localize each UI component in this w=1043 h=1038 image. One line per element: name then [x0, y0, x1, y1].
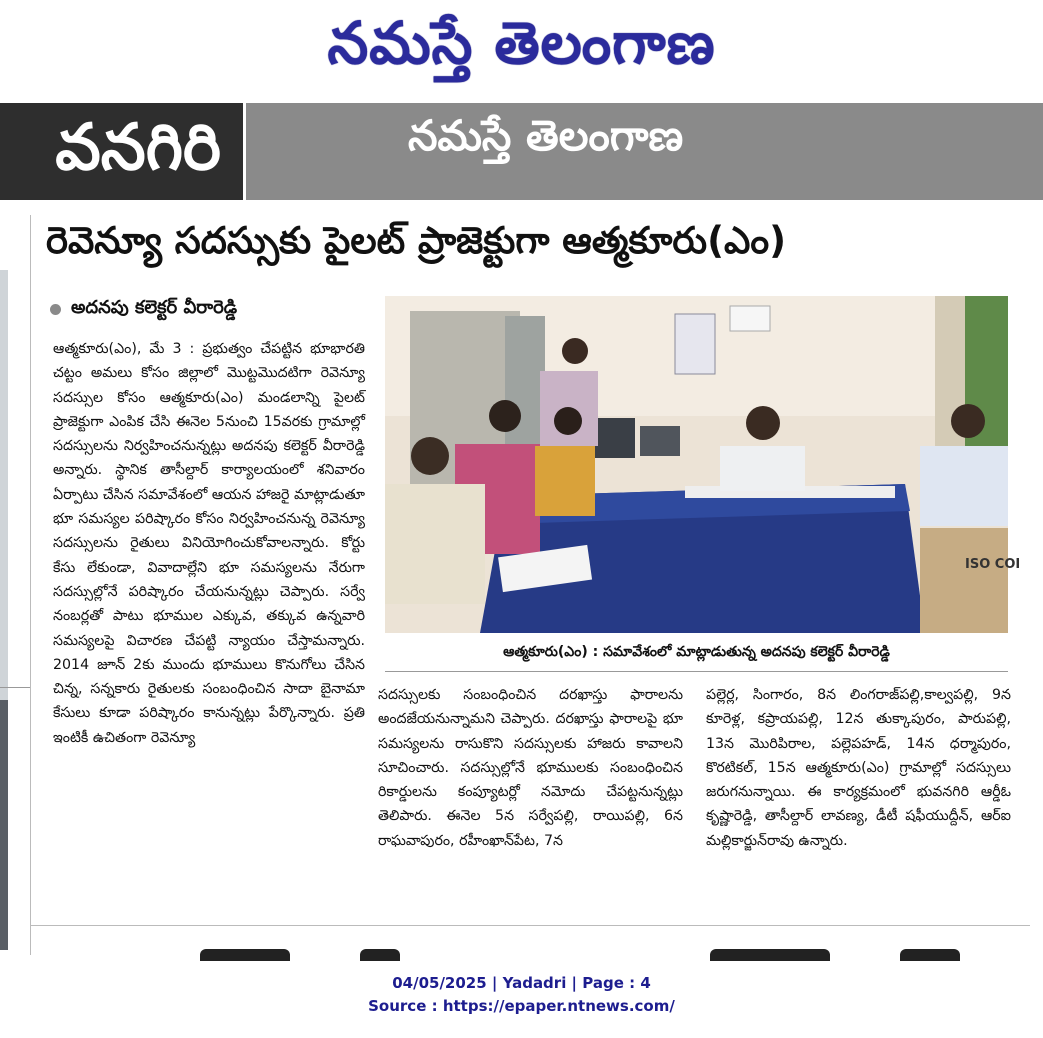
footer-date-edition: 04/05/2025 | Yadadri | Page : 4 — [392, 974, 651, 992]
bullet-icon — [50, 304, 61, 315]
masthead — [0, 0, 1043, 100]
article-column-left: ఆత్మకూరు(ఎం), మే 3 : ప్రభుత్వం చేపట్టిన భూభారతి చట్టం అమలు కోసం జిల్లాలో మొట్టమొదటిగా రెవెన్యూ సదస్సుల కోసం ఆత్మకూరు(ఎం) మండలాన్ని పైలట్ ప్రాజెక్టుగా ఎంపిక చేసి ఈనెల 5నుంచి 15వరకు గ్రామాల్లో సదస్సులను నిర్వహించనున్నట్లు అదనపు కలెక్టర్ వీరారెడ్డి అన్నారు. స్థానిక తాసీల్దార్ కార్యాలయంలో శనివారం ఏర్పాటు చేసిన సమావేశంలో ఆయన హాజరై మాట్లాడుతూ భూ సమస్యల పరిష్కారం కోసం నిర్వహించనున్న రెవెన్యూ సదస్సులను రైతులు వినియోగించుకోవాలన్నారు. కోర్టు కేసు లేకుండా, వివాదాల్లేని భూ సమస్యలను నేరుగా సదస్సుల్లోనే పరిష్కారం చేయనున్నట్లు చెప్పారు. సర్వే నంబర్లతో పాటు భూముల ఎక్కువ, తక్కువ ఉన్నవారి సమస్యలపై విచారణ చేపట్టి న్యాయం చేస్తామన్నారు. 2014 జూన్ 2కు ముందు భూములు కొనుగోలు చేసిన చిన్న, సన్నకారు రైతులకు సంబంధించిన సాదా బైనామా కేసులు కూడా పరిష్కారం కానున్నట్లు పేర్కొన్నారు. ప్రతి ఇంటికీ ఉచితంగా రెవెన్యూ — [53, 341, 365, 746]
article-column-middle: సదస్సులకు సంబంధించిన దరఖాస్తు ఫారాలను అందజేయనున్నామని చెప్పారు. దరఖాస్తు ఫారాలపై భూ సమస్యలను రాసుకొని సదస్సులకు హాజరు కావాలని సూచించారు. సదస్సుల్లోనే భూములకు సంబంధించిన రికార్డులను కంప్యూటర్లో నమోదు చేపట్టనున్నట్లు తెలిపారు. ఈనెల 5న సర్వేపల్లి, రాయిపల్లి, 6న రాఘవాపురం, రహీంఖాన్‌పేట, 7న — [378, 687, 683, 849]
next-article-cutoff — [30, 946, 1030, 958]
column-divider — [30, 215, 31, 955]
meeting-photo-illustration — [385, 296, 1021, 633]
article-photo — [385, 296, 1021, 633]
article-column-right: పల్లెర్ల, సింగారం, 8న లింగరాజ్‌పల్లి,కాల్వపల్లి, 9న కూరెళ్ల, కప్రాయపల్లి, 12న తుక్కాపురం, పారుపల్లి, 13న మొరిపిరాల, పల్లెపహడ్, 14న ధర్మాపురం, కొరటికల్, 15న ఆత్మకూరు(ఎం) గ్రామాల్లో సదస్సులు జరుగనున్నాయి. ఈ కార్యక్రమంలో భువనగిరి ఆర్డీఓ కృష్ణారెడ్డి, తాసీల్దార్ లావణ్య, డీటీ షఫీయుద్దీన్, ఆర్‌ఐ మల్లికార్జున్‌రావు ఉన్నారు. — [706, 687, 1011, 849]
box-label: ISO COI — [965, 557, 1021, 572]
adjacent-photo-lower — [0, 700, 8, 950]
section-band — [0, 103, 1043, 200]
caption-divider — [385, 671, 1008, 672]
adjacent-photo — [0, 270, 8, 750]
byline — [50, 297, 237, 322]
section-brand: నమస్తే తెలంగాణ — [408, 111, 684, 160]
section-name-block — [0, 103, 243, 200]
section-brand-block — [246, 103, 1043, 200]
masthead-title: నమస్తే తెలంగాణ — [327, 8, 716, 77]
footer-source-link[interactable]: Source : https://epaper.ntnews.com/ — [368, 997, 675, 1015]
article-headline: రెవెన్యూ సదస్సుకు పైలట్ ప్రాజెక్టుగా ఆత్మకూరు(ఎం) — [46, 219, 786, 262]
page-footer — [0, 972, 1043, 1032]
page-divider — [30, 925, 1030, 926]
adjacent-article-strip — [0, 200, 30, 960]
byline-text: అదనపు కలెక్టర్ వీరారెడ్డి — [71, 297, 238, 318]
photo-caption: ఆత్మకూరు(ఎం) : సమావేశంలో మాట్లాడుతున్న అదనపు కలెక్టర్ వీరారెడ్డి — [503, 643, 890, 660]
adjacent-divider — [0, 687, 30, 688]
section-name: వనగిరి — [55, 111, 221, 185]
